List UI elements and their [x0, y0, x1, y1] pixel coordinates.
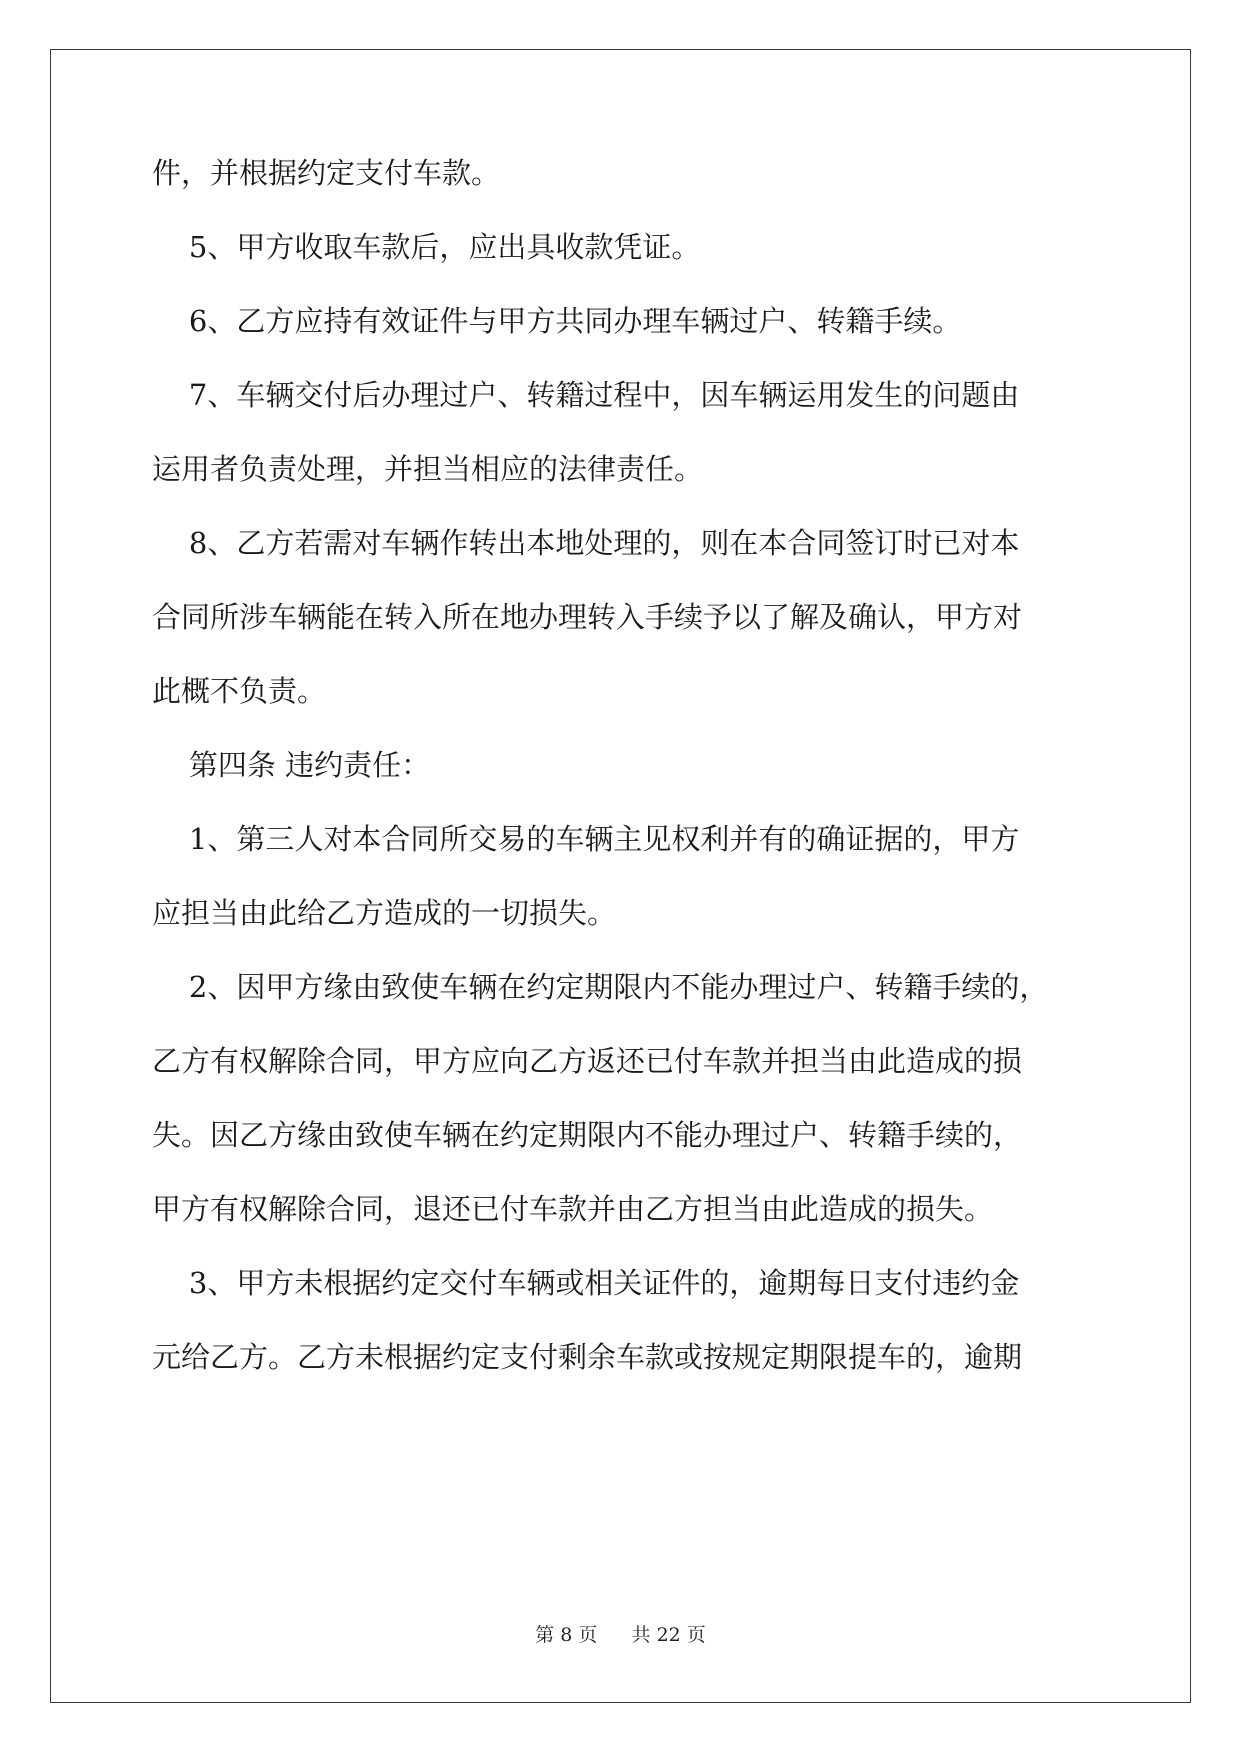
text-line: 运用者负责处理，并担当相应的法律责任。 — [152, 452, 704, 486]
text-line: 2、因甲方缘由致使车辆在约定期限内不能办理过户、转籍手续的， — [152, 970, 1049, 1004]
text-line: 应担当由此给乙方造成的一切损失。 — [152, 896, 617, 930]
page-border — [50, 49, 1191, 1703]
text-line: 8、乙方若需对车辆作转出本地处理的，则在本合同签订时已对本 — [152, 526, 1020, 560]
text-line: 元给乙方。乙方未根据约定支付剩余车款或按规定期限提车的，逾期 — [152, 1340, 1023, 1374]
text-line: 3、甲方未根据约定交付车辆或相关证件的，逾期每日支付违约金 — [152, 1266, 1020, 1300]
text-line: 7、车辆交付后办理过户、转籍过程中，因车辆运用发生的问题由 — [152, 378, 1020, 412]
text-line: 失。因乙方缘由致使车辆在约定期限内不能办理过户、转籍手续的， — [152, 1118, 1023, 1152]
text-line: 5、甲方收取车款后，应出具收款凭证。 — [152, 230, 701, 264]
text-line: 甲方有权解除合同，退还已付车款并由乙方担当由此造成的损失。 — [152, 1192, 994, 1226]
text-line: 6、乙方应持有效证件与甲方共同办理车辆过户、转籍手续。 — [152, 304, 962, 338]
text-line: 合同所涉车辆能在转入所在地办理转入手续予以了解及确认，甲方对 — [152, 600, 1023, 634]
text-line: 1、第三人对本合同所交易的车辆主见权利并有的确证据的，甲方 — [152, 822, 1020, 856]
section-heading: 第四条 违约责任： — [152, 748, 431, 782]
text-line: 乙方有权解除合同，甲方应向乙方返还已付车款并担当由此造成的损 — [152, 1044, 1023, 1078]
text-line: 件，并根据约定支付车款。 — [152, 156, 501, 190]
page-total: 共 22 页 — [631, 1624, 706, 1646]
page-footer — [0, 1620, 1241, 1647]
text-line: 此概不负责。 — [152, 674, 327, 708]
page-number: 第 8 页 — [535, 1624, 598, 1646]
